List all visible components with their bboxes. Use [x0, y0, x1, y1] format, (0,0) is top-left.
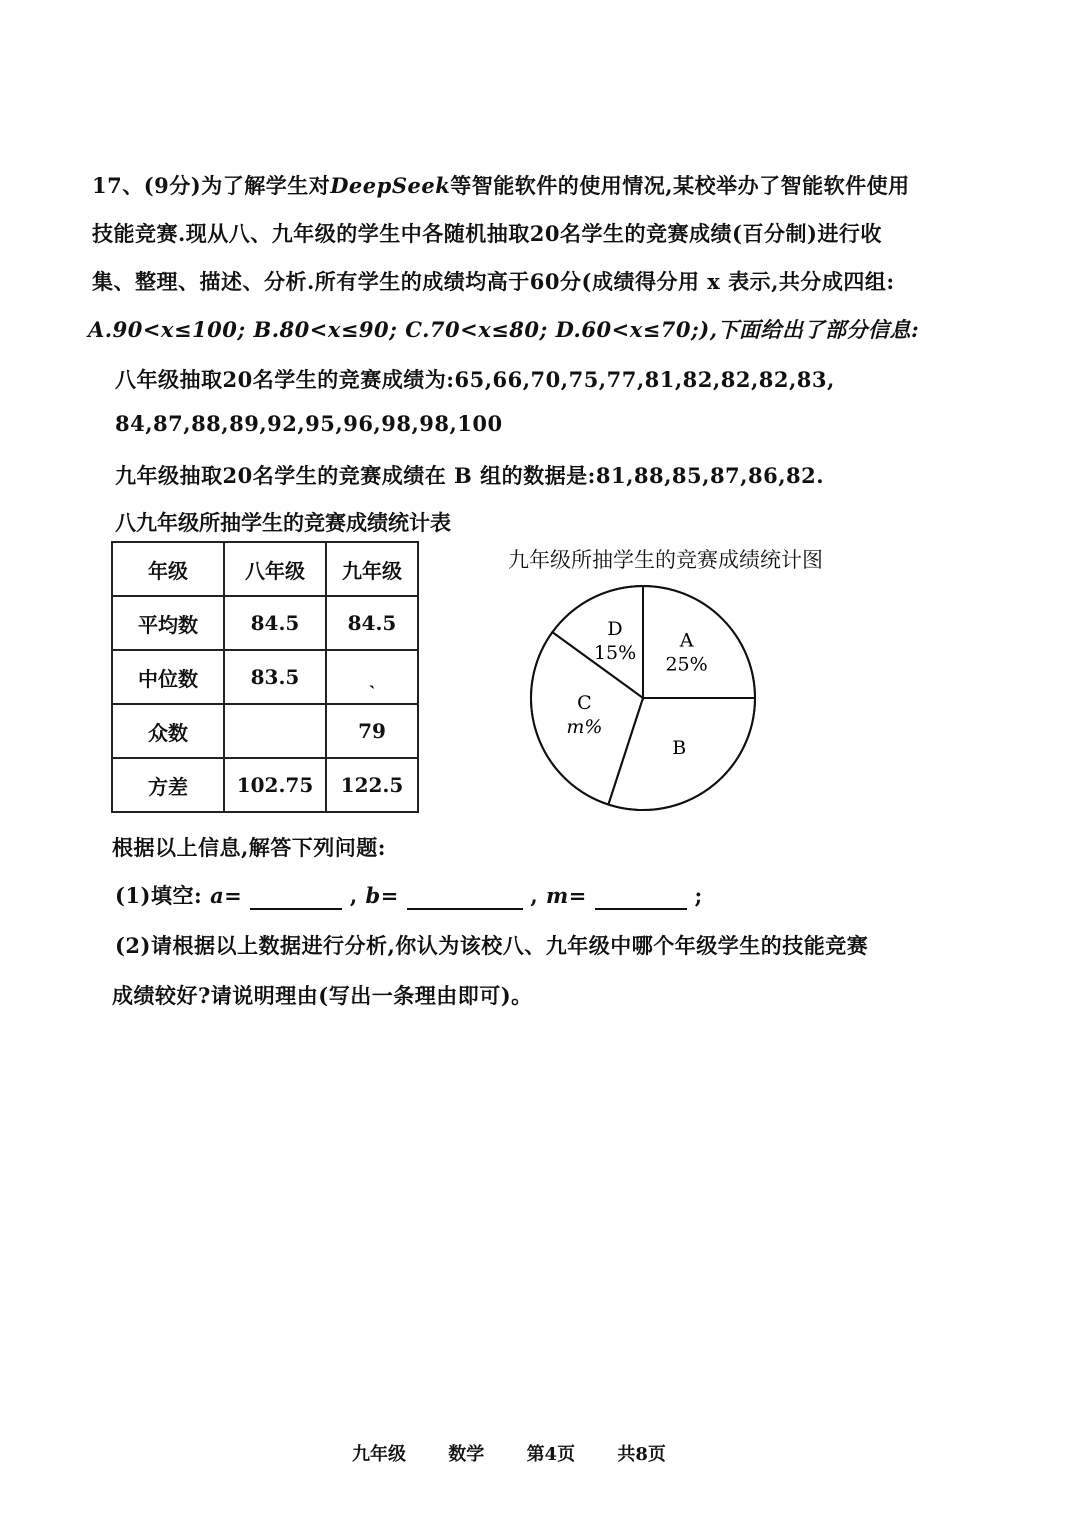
- pie-label-a: A: [679, 629, 694, 652]
- table-row: [112, 596, 418, 650]
- pie-value-label-a: 25%: [665, 653, 708, 676]
- grade8-scores-line-2: 84,87,88,89,92,95,96,98,98,100: [115, 411, 503, 436]
- pie-value-label-c: m%: [566, 716, 603, 739]
- table-cell: 83.5: [224, 650, 326, 704]
- question-1: [115, 880, 945, 910]
- answer-blank-a[interactable]: [250, 886, 342, 910]
- grade9-b-group-line: 九年级抽取20名学生的竞赛成绩在 B 组的数据是:81,88,85,87,86,82.: [115, 463, 825, 488]
- table-header-row: [112, 542, 418, 596]
- table-cell: 平均数: [112, 596, 224, 650]
- pie-value-label-d: 15%: [593, 642, 637, 665]
- problem-line-3: 集、整理、描述、分析.所有学生的成绩均高于60分(成绩得分用 x 表示,共分成四组:: [92, 269, 895, 294]
- q1-m-label: m=: [546, 883, 587, 908]
- grade8-scores-line-1: 八年级抽取20名学生的竞赛成绩为:65,66,70,75,77,81,82,82,82,83,: [115, 367, 835, 392]
- table-cell: 众数: [112, 704, 224, 758]
- problem-line-1: [92, 170, 922, 200]
- table-row: [112, 704, 418, 758]
- table-cell: 方差: [112, 758, 224, 812]
- q1-separator: ,: [349, 883, 358, 908]
- table-cell: 102.75: [224, 758, 326, 812]
- stats-table: [111, 541, 419, 813]
- table-cell: 84.5: [224, 596, 326, 650]
- pie-label-b: B: [672, 736, 687, 759]
- table-header-cell: 八年级: [224, 542, 326, 596]
- q1-prefix: (1)填空:: [115, 883, 203, 908]
- pie-label-d: D: [607, 618, 623, 641]
- q1-a-label: a=: [210, 883, 243, 908]
- footer-subject: 数学: [448, 1444, 485, 1465]
- questions-intro: 根据以上信息,解答下列问题:: [112, 835, 387, 860]
- pie-chart-title: 九年级所抽学生的竞赛成绩统计图: [508, 548, 823, 572]
- pie-chart: [520, 570, 770, 826]
- page-footer: [352, 1440, 702, 1466]
- table-row: [112, 758, 418, 812]
- table-row: [112, 650, 418, 704]
- table-cell: 84.5: [326, 596, 418, 650]
- answer-blank-m[interactable]: [595, 886, 687, 910]
- problem-line-2: 技能竞赛.现从八、九年级的学生中各随机抽取20名学生的竞赛成绩(百分制)进行收: [92, 221, 882, 246]
- q1-end: ;: [694, 883, 703, 908]
- problem-text: 17、(9分)为了解学生对: [92, 173, 331, 198]
- question-2-line-2: 成绩较好?请说明理由(写出一条理由即可)。: [112, 983, 533, 1008]
- answer-blank-b[interactable]: [407, 886, 523, 910]
- footer-page: 第4页: [526, 1444, 576, 1465]
- problem-line-4: A.90<x≤100; B.80<x≤90; C.70<x≤80; D.60<x≤70;),下面给出了部分信息:: [88, 317, 920, 342]
- problem-text: 等智能软件的使用情况,某校举办了智能软件使用: [450, 173, 910, 198]
- pie-label-c: C: [577, 692, 592, 715]
- table-header-cell: 九年级: [326, 542, 418, 596]
- table-header-cell: 年级: [112, 542, 224, 596]
- question-2-line-1: (2)请根据以上数据进行分析,你认为该校八、九年级中哪个年级学生的技能竞赛: [115, 933, 869, 958]
- table-cell: [224, 704, 326, 758]
- table-cell: 中位数: [112, 650, 224, 704]
- q1-separator: ,: [530, 883, 539, 908]
- table-title: 八九年级所抽学生的竞赛成绩统计表: [115, 510, 451, 535]
- q1-b-label: b=: [365, 883, 399, 908]
- table-cell: 79: [326, 704, 418, 758]
- table-cell: ˎ: [326, 650, 418, 704]
- table-cell: 122.5: [326, 758, 418, 812]
- footer-grade: 九年级: [352, 1444, 406, 1465]
- brand-name: DeepSeek: [330, 173, 451, 198]
- footer-total: 共8页: [617, 1444, 666, 1465]
